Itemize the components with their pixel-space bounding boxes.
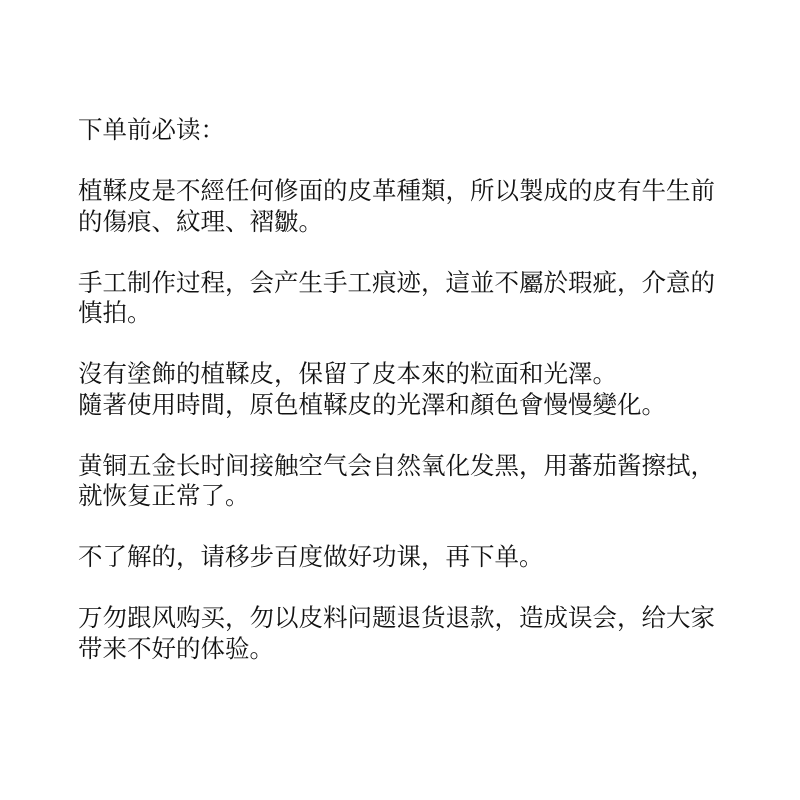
paragraph-line: 手工制作过程，会产生手工痕迹，這並不屬於瑕疵，介意的 — [78, 267, 715, 297]
paragraph-leather-type — [78, 176, 740, 237]
paragraph-line: 植鞣皮是不經任何修面的皮革種類，所以製成的皮有牛生前 — [78, 176, 715, 205]
notice-heading: 下单前必读： — [78, 115, 225, 144]
paragraph-line: 慎拍。 — [78, 298, 152, 327]
paragraph-patina — [78, 359, 740, 420]
paragraph-line: 不了解的，请移步百度做好功课，再下单。 — [78, 542, 544, 571]
paragraph-line: 黄铜五金长时间接触空气会自然氧化发黑，用蕃茄酱擦拭， — [78, 450, 715, 480]
paragraph-line: 沒有塗飾的植鞣皮，保留了皮本來的粒面和光澤。 — [78, 359, 617, 388]
paragraph-research-first — [78, 542, 740, 573]
paragraph-line: 万勿跟风购买，勿以皮料问题退货退款，造成误会，给大家 — [78, 603, 715, 632]
paragraph-handmade — [78, 268, 740, 329]
paragraph-line: 的傷痕、紋理、褶皺。 — [78, 206, 323, 236]
paragraph-line: 就恢复正常了。 — [78, 481, 250, 510]
paragraph-line: 带来不好的体验。 — [78, 633, 274, 663]
paragraph-brass-hardware — [78, 451, 740, 512]
paragraph-line: 隨著使用時間，原色植鞣皮的光澤和顏色會慢慢變化。 — [78, 389, 666, 419]
paragraph-no-returns — [78, 603, 740, 664]
